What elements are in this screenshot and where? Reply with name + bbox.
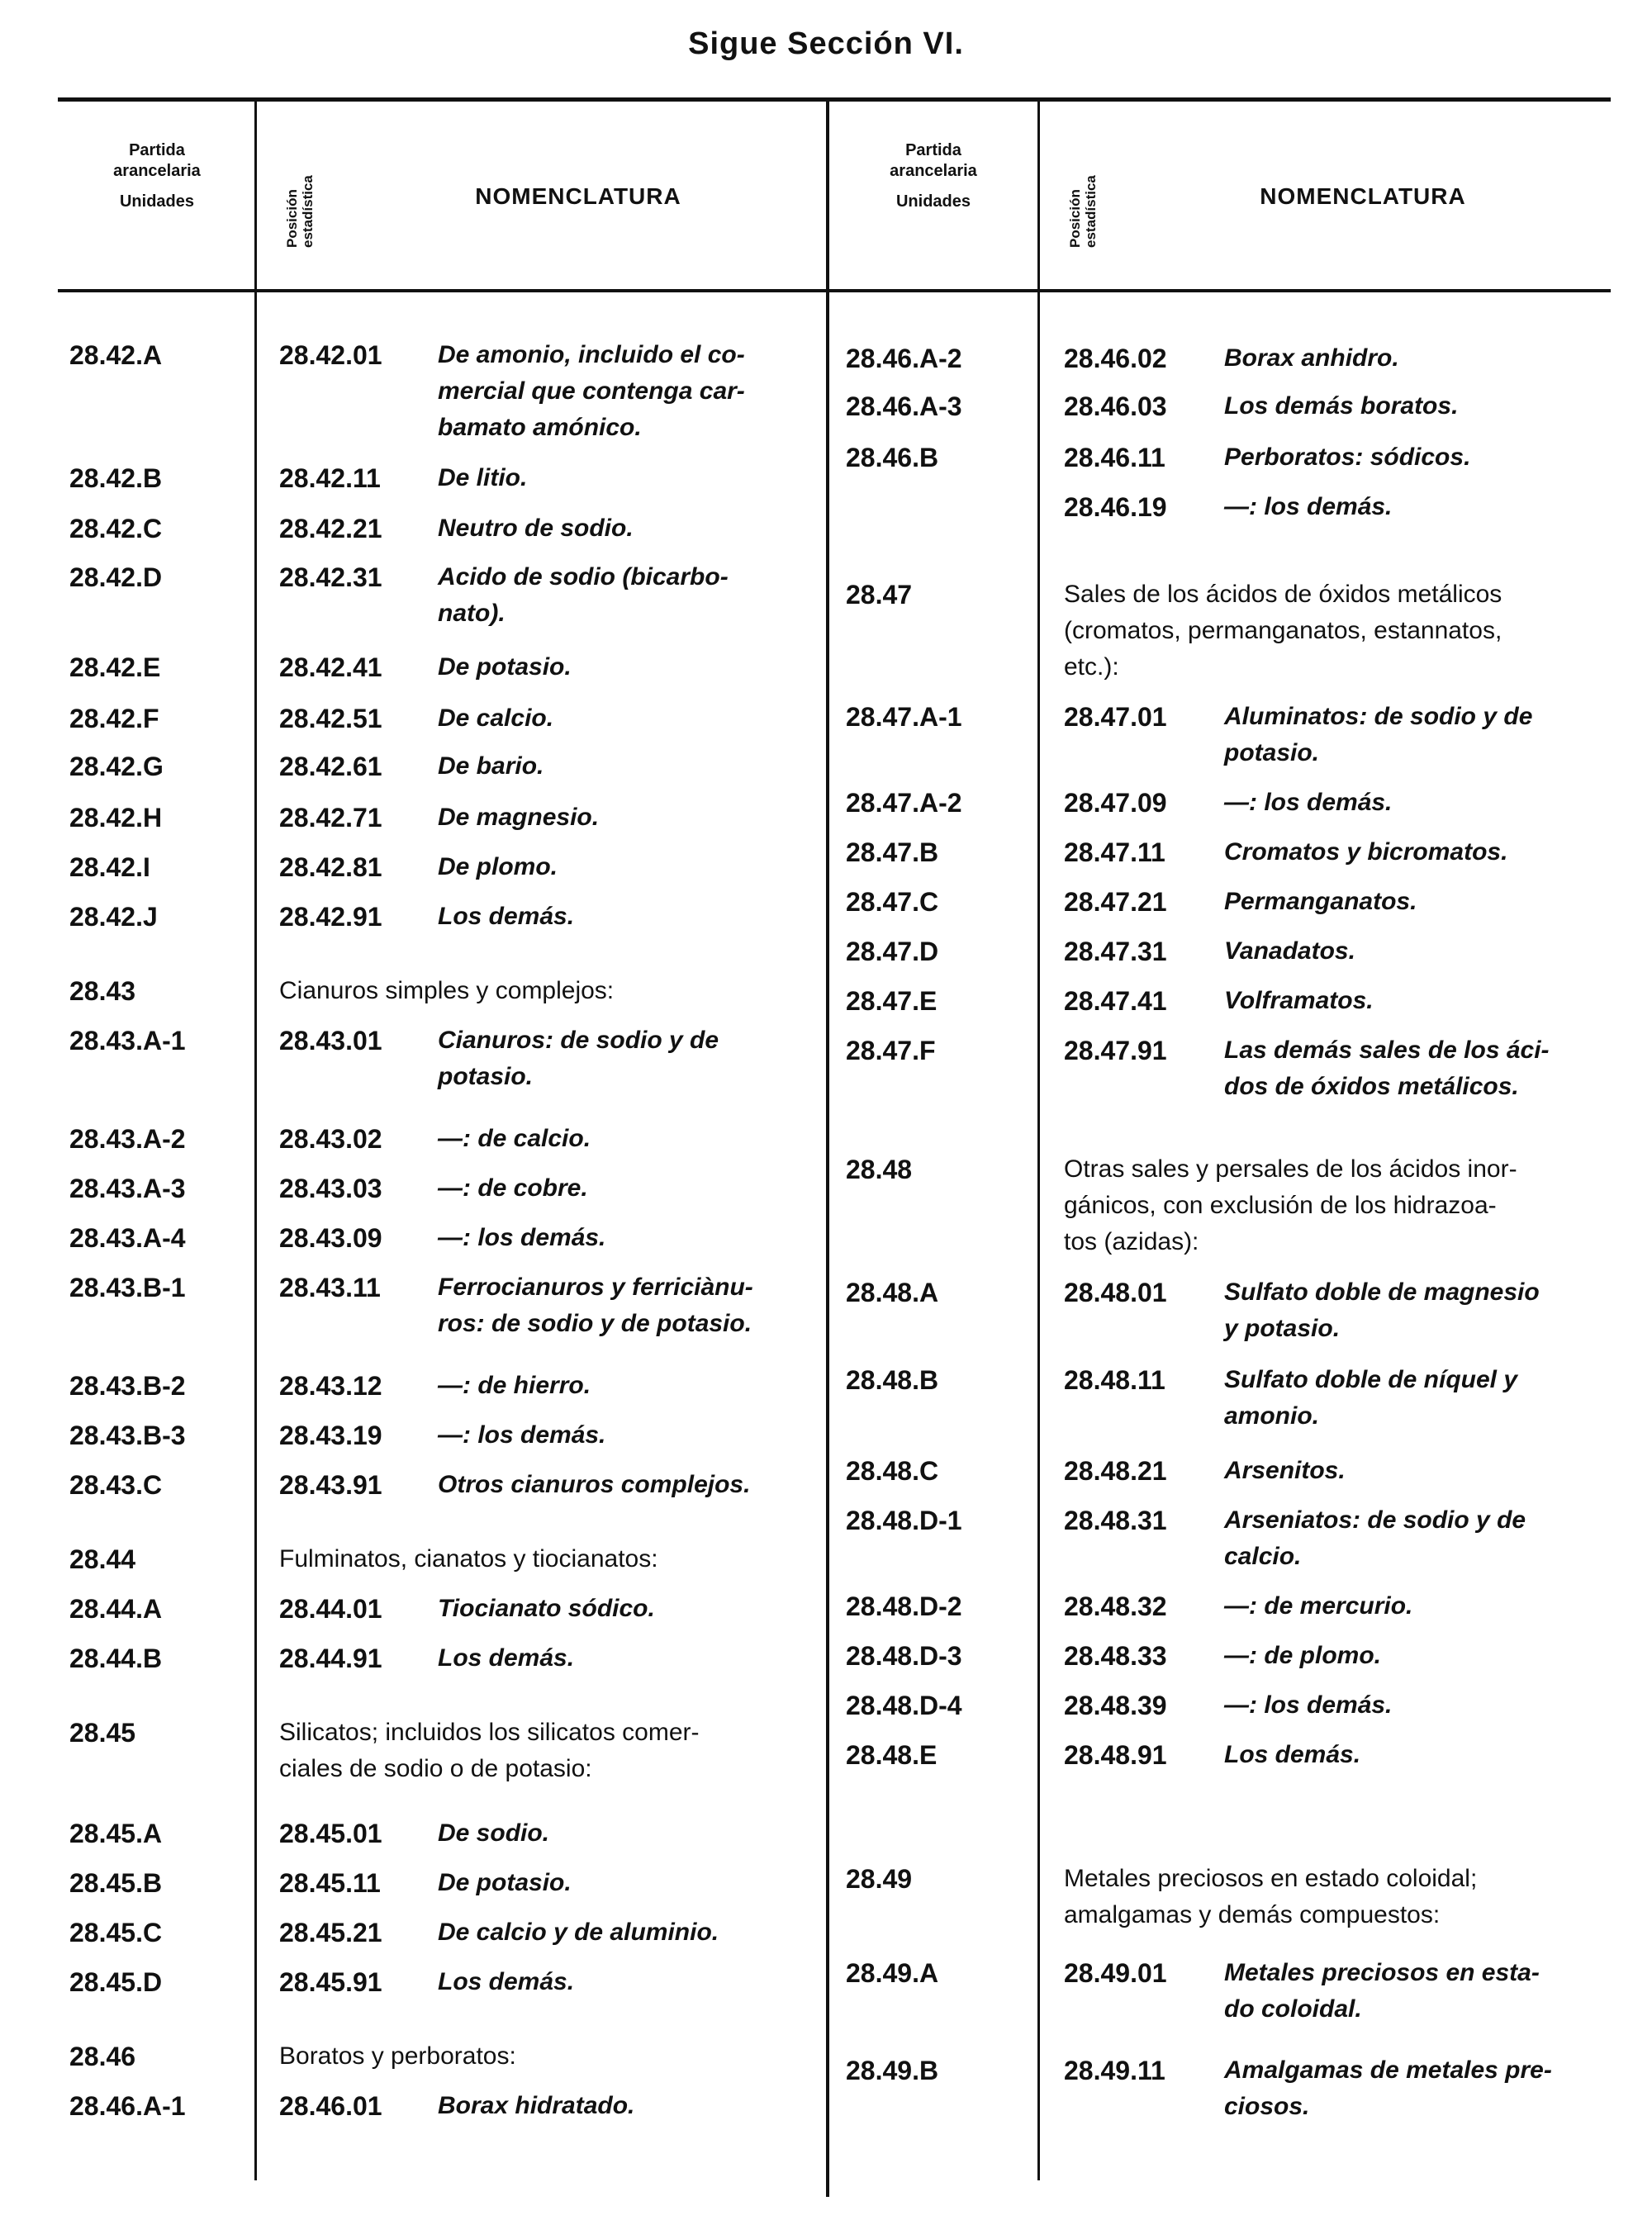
- posicion-code: 28.47.09: [1064, 788, 1167, 818]
- partida-code: 28.46.A-3: [846, 391, 962, 421]
- column-divider: [254, 99, 257, 2180]
- nomenclatura-line: Los demás boratos.: [1224, 392, 1459, 420]
- nomenclatura-text: [1224, 1032, 1612, 1105]
- nomenclatura-text: [438, 1914, 818, 1951]
- nomenclatura-text: [438, 1467, 818, 1503]
- partida-code: 28.42.H: [69, 803, 163, 832]
- partida-code: 28.42.F: [69, 704, 159, 733]
- posicion-code: 28.48.33: [1064, 1641, 1167, 1671]
- header-partida: [66, 140, 248, 212]
- partida-code: 28.46: [69, 2042, 136, 2071]
- nomenclatura-text: [438, 700, 818, 737]
- posicion-code: 28.48.32: [1064, 1591, 1167, 1621]
- nomenclatura-line: —: de cobre.: [438, 1174, 588, 1202]
- posicion-code: 28.47.11: [1064, 837, 1165, 867]
- nomenclatura-line: De calcio y de aluminio.: [438, 1919, 719, 1946]
- partida-code: 28.47.B: [846, 837, 939, 867]
- nomenclatura-line: Permanganatos.: [1224, 888, 1417, 915]
- posicion-code: 28.42.21: [279, 514, 382, 543]
- nomenclatura-line: De bario.: [438, 752, 544, 780]
- nomenclatura-line: Metales preciosos en esta-: [1224, 1959, 1540, 1986]
- table-top-rule: [58, 97, 1611, 102]
- posicion-code: 28.46.02: [1064, 344, 1167, 373]
- group-heading: [1064, 1861, 1609, 1933]
- nomenclatura-line: Arsenitos.: [1224, 1457, 1346, 1484]
- nomenclatura-line: De magnesio.: [438, 804, 600, 831]
- nomenclatura-line: De litio.: [438, 464, 528, 491]
- nomenclatura-line: —: los demás.: [1224, 493, 1393, 520]
- header-posicion-line: Posición: [1067, 189, 1083, 248]
- heading-line: Boratos y perboratos:: [279, 2042, 516, 2070]
- header-partida-line: arancelaria: [890, 162, 977, 180]
- nomenclatura-text: [1224, 983, 1612, 1019]
- nomenclatura-line: Los demás.: [438, 1968, 575, 1995]
- nomenclatura-line: ros: de sodio y de potasio.: [438, 1310, 752, 1337]
- partida-code: 28.43.B-1: [69, 1273, 186, 1302]
- nomenclatura-line: potasio.: [438, 1063, 534, 1090]
- partida-code: 28.48.D-4: [846, 1691, 962, 1720]
- nomenclatura-line: Tiocianato sódico.: [438, 1595, 655, 1622]
- nomenclatura-text: [1224, 834, 1612, 870]
- posicion-code: 28.42.31: [279, 562, 382, 592]
- nomenclatura-text: [1224, 785, 1612, 821]
- partida-code: 28.47.A-2: [846, 788, 962, 818]
- partida-code: 28.45.B: [69, 1868, 163, 1898]
- header-posicion-line: Posición: [284, 189, 300, 248]
- nomenclatura-text: [1224, 439, 1612, 476]
- nomenclatura-line: Otros cianuros complejos.: [438, 1471, 751, 1498]
- nomenclatura-text: [438, 899, 818, 935]
- posicion-code: 28.43.03: [279, 1174, 382, 1203]
- partida-code: 28.47.F: [846, 1036, 936, 1065]
- nomenclatura-text: [1224, 1453, 1612, 1489]
- partida-code: 28.45.A: [69, 1819, 163, 1848]
- partida-code: 28.42.B: [69, 463, 163, 493]
- nomenclatura-line: Amalgamas de metales pre-: [1224, 2056, 1552, 2084]
- nomenclatura-text: [438, 1269, 818, 1342]
- nomenclatura-text: [438, 1220, 818, 1256]
- posicion-code: 28.46.03: [1064, 391, 1167, 421]
- nomenclatura-line: —: los demás.: [438, 1421, 606, 1449]
- header-partida-line: Partida: [129, 141, 185, 159]
- posicion-code: 28.46.11: [1064, 443, 1165, 472]
- partida-code: 28.48.D-2: [846, 1591, 962, 1621]
- nomenclatura-line: De plomo.: [438, 853, 558, 880]
- heading-line: amalgamas y demás compuestos:: [1064, 1901, 1441, 1928]
- partida-code: 28.48: [846, 1155, 913, 1184]
- nomenclatura-line: Las demás sales de los áci-: [1224, 1036, 1550, 1064]
- nomenclatura-text: [1224, 1588, 1612, 1625]
- header-nomenclatura: NOMENCLATURA: [1260, 183, 1466, 209]
- nomenclatura-text: [438, 1815, 818, 1852]
- nomenclatura-line: Vanadatos.: [1224, 937, 1355, 965]
- heading-line: Metales preciosos en estado coloidal;: [1064, 1865, 1478, 1892]
- heading-line: ciales de sodio o de potasio:: [279, 1755, 592, 1782]
- partida-code: 28.47.D: [846, 937, 939, 966]
- group-heading: [279, 1541, 816, 1577]
- partida-code: 28.42.D: [69, 562, 163, 592]
- posicion-code: 28.47.91: [1064, 1036, 1167, 1065]
- posicion-code: 28.43.01: [279, 1026, 382, 1055]
- nomenclatura-line: Cromatos y bicromatos.: [1224, 838, 1508, 866]
- header-posicion: [1067, 175, 1099, 248]
- nomenclatura-line: —: de calcio.: [438, 1125, 591, 1152]
- posicion-code: 28.42.11: [279, 463, 381, 493]
- partida-code: 28.47.C: [846, 887, 939, 917]
- posicion-code: 28.42.61: [279, 752, 382, 781]
- nomenclatura-line: Volframatos.: [1224, 987, 1374, 1014]
- nomenclatura-text: [438, 559, 818, 632]
- posicion-code: 28.42.51: [279, 704, 382, 733]
- header-nomenclatura: NOMENCLATURA: [475, 183, 681, 209]
- nomenclatura-line: Cianuros: de sodio y de: [438, 1027, 719, 1054]
- nomenclatura-line: Los demás.: [1224, 1741, 1361, 1768]
- nomenclatura-text: [1224, 1955, 1612, 2028]
- nomenclatura-line: Neutro de sodio.: [438, 515, 634, 542]
- heading-line: Otras sales y persales de los ácidos inor-: [1064, 1155, 1517, 1183]
- partida-code: 28.48.E: [846, 1740, 938, 1770]
- nomenclatura-text: [1224, 1737, 1612, 1773]
- nomenclatura-line: dos de óxidos metálicos.: [1224, 1073, 1519, 1100]
- partida-code: 28.44.A: [69, 1594, 163, 1624]
- nomenclatura-line: De amonio, incluido el co-: [438, 341, 745, 368]
- partida-code: 28.43.A-2: [69, 1124, 186, 1154]
- partida-code: 28.44.B: [69, 1644, 163, 1673]
- partida-code: 28.42.J: [69, 902, 158, 932]
- posicion-code: 28.43.11: [279, 1273, 381, 1302]
- partida-code: 28.47: [846, 580, 913, 610]
- heading-line: etc.):: [1064, 653, 1119, 681]
- posicion-code: 28.49.11: [1064, 2056, 1165, 2085]
- nomenclatura-text: [438, 2088, 818, 2124]
- partida-code: 28.48.D-3: [846, 1641, 962, 1671]
- nomenclatura-line: De potasio.: [438, 1869, 572, 1896]
- partida-code: 28.46.B: [846, 443, 939, 472]
- header-partida-line: Unidades: [119, 192, 195, 211]
- partida-code: 28.42.G: [69, 752, 164, 781]
- header-posicion-line: estadística: [300, 175, 316, 248]
- posicion-code: 28.42.01: [279, 340, 382, 370]
- nomenclatura-text: [438, 1170, 818, 1207]
- nomenclatura-text: [1224, 699, 1612, 771]
- nomenclatura-line: mercial que contenga car-: [438, 377, 745, 405]
- group-heading: [1064, 576, 1609, 685]
- nomenclatura-line: —: de mercurio.: [1224, 1592, 1413, 1620]
- posicion-code: 28.46.01: [279, 2091, 382, 2121]
- heading-line: Sales de los ácidos de óxidos metálicos: [1064, 581, 1502, 608]
- partida-code: 28.45.D: [69, 1967, 163, 1997]
- nomenclatura-text: [438, 748, 818, 785]
- nomenclatura-line: —: los demás.: [1224, 1691, 1393, 1719]
- partida-code: 28.42.E: [69, 652, 161, 682]
- posicion-code: 28.43.19: [279, 1421, 382, 1450]
- nomenclatura-line: ciosos.: [1224, 2093, 1310, 2120]
- header-partida-line: Partida: [905, 141, 961, 159]
- nomenclatura-line: bamato amónico.: [438, 414, 642, 441]
- heading-line: Cianuros simples y complejos:: [279, 977, 615, 1004]
- nomenclatura-line: De calcio.: [438, 704, 554, 732]
- posicion-code: 28.42.71: [279, 803, 382, 832]
- nomenclatura-text: [1224, 388, 1612, 425]
- partida-code: 28.47.A-1: [846, 702, 962, 732]
- page-title: Sigue Sección VI.: [688, 26, 964, 61]
- nomenclatura-text: [438, 799, 818, 836]
- nomenclatura-line: De potasio.: [438, 653, 572, 681]
- group-heading: [1064, 1151, 1609, 1260]
- header-partida: [834, 140, 1032, 212]
- nomenclatura-text: [438, 1022, 818, 1095]
- nomenclatura-text: [1224, 489, 1612, 525]
- posicion-code: 28.45.91: [279, 1967, 382, 1997]
- nomenclatura-line: Aluminatos: de sodio y de: [1224, 703, 1533, 730]
- posicion-code: 28.48.21: [1064, 1456, 1167, 1486]
- posicion-code: 28.43.02: [279, 1124, 382, 1154]
- nomenclatura-text: [1224, 1638, 1612, 1674]
- nomenclatura-line: De sodio.: [438, 1819, 550, 1847]
- partida-code: 28.48.A: [846, 1278, 939, 1307]
- partida-code: 28.42.A: [69, 340, 163, 370]
- nomenclatura-line: Los demás.: [438, 1644, 575, 1672]
- partida-code: 28.43.B-2: [69, 1371, 186, 1401]
- nomenclatura-line: y potasio.: [1224, 1315, 1341, 1342]
- heading-line: (cromatos, permanganatos, estannatos,: [1064, 617, 1502, 644]
- nomenclatura-text: [438, 1964, 818, 2000]
- nomenclatura-text: [438, 1640, 818, 1677]
- nomenclatura-line: nato).: [438, 600, 506, 627]
- partida-code: 28.44: [69, 1544, 136, 1574]
- nomenclatura-text: [1224, 884, 1612, 920]
- nomenclatura-line: —: los demás.: [1224, 789, 1393, 816]
- header-partida-line: Unidades: [895, 192, 971, 211]
- heading-line: tos (azidas):: [1064, 1228, 1199, 1255]
- posicion-code: 28.48.11: [1064, 1365, 1165, 1395]
- partida-code: 28.49.B: [846, 2056, 939, 2085]
- nomenclatura-text: [1224, 933, 1612, 970]
- partida-code: 28.46.A-2: [846, 344, 962, 373]
- partida-code: 28.48.D-1: [846, 1506, 962, 1535]
- nomenclatura-line: potasio.: [1224, 739, 1320, 766]
- partida-code: 28.43.C: [69, 1470, 163, 1500]
- posicion-code: 28.48.31: [1064, 1506, 1167, 1535]
- posicion-code: 28.46.19: [1064, 492, 1167, 522]
- group-heading: [279, 2038, 816, 2075]
- heading-line: Fulminatos, cianatos y tiocianatos:: [279, 1545, 658, 1572]
- nomenclatura-text: [438, 1368, 818, 1404]
- header-posicion: [284, 175, 316, 248]
- nomenclatura-text: [438, 1417, 818, 1454]
- nomenclatura-text: [1224, 1687, 1612, 1724]
- nomenclatura-text: [438, 460, 818, 496]
- header-partida-line: arancelaria: [113, 162, 201, 180]
- posicion-code: 28.48.91: [1064, 1740, 1167, 1770]
- partida-code: 28.42.I: [69, 852, 150, 882]
- nomenclatura-line: —: de plomo.: [1224, 1642, 1381, 1669]
- posicion-code: 28.47.01: [1064, 702, 1167, 732]
- partida-code: 28.48.C: [846, 1456, 939, 1486]
- posicion-code: 28.49.01: [1064, 1958, 1167, 1988]
- nomenclatura-text: [438, 1591, 818, 1627]
- nomenclatura-text: [438, 849, 818, 885]
- nomenclatura-line: —: de hierro.: [438, 1372, 591, 1399]
- nomenclatura-line: —: los demás.: [438, 1224, 606, 1251]
- nomenclatura-text: [1224, 1502, 1612, 1575]
- partida-code: 28.43.A-4: [69, 1223, 186, 1253]
- posicion-code: 28.42.81: [279, 852, 382, 882]
- posicion-code: 28.44.91: [279, 1644, 382, 1673]
- nomenclatura-line: Borax anhidro.: [1224, 344, 1399, 372]
- header-posicion-line: estadística: [1083, 175, 1099, 248]
- partida-code: 28.49.A: [846, 1958, 939, 1988]
- nomenclatura-text: [438, 1865, 818, 1901]
- heading-line: gánicos, con exclusión de los hidrazoa-: [1064, 1192, 1497, 1219]
- partida-code: 28.42.C: [69, 514, 163, 543]
- header-bottom-rule: [58, 289, 1611, 292]
- posicion-code: 28.48.01: [1064, 1278, 1167, 1307]
- posicion-code: 28.45.11: [279, 1868, 381, 1898]
- nomenclatura-text: [1224, 2052, 1612, 2125]
- posicion-code: 28.45.21: [279, 1918, 382, 1947]
- partida-code: 28.45: [69, 1718, 136, 1748]
- posicion-code: 28.47.41: [1064, 986, 1167, 1016]
- nomenclatura-line: Sulfato doble de magnesio: [1224, 1278, 1540, 1306]
- nomenclatura-line: Borax hidratado.: [438, 2092, 635, 2119]
- posicion-code: 28.42.91: [279, 902, 382, 932]
- nomenclatura-line: Perboratos: sódicos.: [1224, 444, 1471, 471]
- nomenclatura-line: Ferrocianuros y ferriciànu-: [438, 1274, 753, 1301]
- group-heading: [279, 973, 816, 1009]
- partida-code: 28.43: [69, 976, 136, 1006]
- posicion-code: 28.45.01: [279, 1819, 382, 1848]
- partida-code: 28.46.A-1: [69, 2091, 186, 2121]
- posicion-code: 28.48.39: [1064, 1691, 1167, 1720]
- nomenclatura-text: [1224, 340, 1612, 377]
- column-divider: [826, 99, 829, 2197]
- posicion-code: 28.47.21: [1064, 887, 1167, 917]
- posicion-code: 28.43.09: [279, 1223, 382, 1253]
- nomenclatura-line: Acido de sodio (bicarbo-: [438, 563, 729, 591]
- group-heading: [279, 1715, 816, 1787]
- nomenclatura-line: Arseniatos: de sodio y de: [1224, 1506, 1526, 1534]
- nomenclatura-text: [438, 337, 818, 446]
- nomenclatura-line: do coloidal.: [1224, 1995, 1362, 2023]
- nomenclatura-text: [1224, 1274, 1612, 1347]
- nomenclatura-line: Los demás.: [438, 903, 575, 930]
- nomenclatura-text: [438, 1121, 818, 1157]
- posicion-code: 28.47.31: [1064, 937, 1167, 966]
- nomenclatura-line: calcio.: [1224, 1543, 1302, 1570]
- partida-code: 28.49: [846, 1864, 913, 1894]
- nomenclatura-text: [438, 510, 818, 547]
- posicion-code: 28.42.41: [279, 652, 382, 682]
- partida-code: 28.48.B: [846, 1365, 939, 1395]
- column-divider: [1037, 99, 1040, 2180]
- nomenclatura-text: [1224, 1362, 1612, 1435]
- posicion-code: 28.44.01: [279, 1594, 382, 1624]
- nomenclatura-line: Sulfato doble de níquel y: [1224, 1366, 1518, 1393]
- partida-code: 28.45.C: [69, 1918, 163, 1947]
- posicion-code: 28.43.12: [279, 1371, 382, 1401]
- partida-code: 28.47.E: [846, 986, 938, 1016]
- partida-code: 28.43.A-1: [69, 1026, 186, 1055]
- heading-line: Silicatos; incluidos los silicatos comer-: [279, 1719, 700, 1746]
- partida-code: 28.43.B-3: [69, 1421, 186, 1450]
- nomenclatura-line: amonio.: [1224, 1402, 1320, 1430]
- partida-code: 28.43.A-3: [69, 1174, 186, 1203]
- nomenclatura-text: [438, 649, 818, 685]
- posicion-code: 28.43.91: [279, 1470, 382, 1500]
